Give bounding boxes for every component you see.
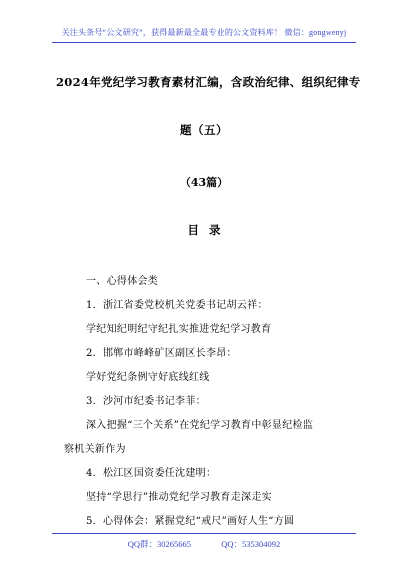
page-footer <box>0 538 408 550</box>
toc-item-author: 5．心得体会：紧握党纪“戒尺”画好人生“方圆 <box>86 516 295 527</box>
toc-heading: 目录 <box>187 223 231 237</box>
document-title-line-2: 题（五） <box>180 123 228 137</box>
toc-item-title: 学好党纪条例守好底线红线 <box>86 372 210 383</box>
toc-item-title: 学纪知纪明纪守纪扎实推进党纪学习教育 <box>86 324 272 335</box>
toc-item-author: 3．沙河市纪委书记李菲： <box>86 396 206 407</box>
header-rule <box>52 42 356 43</box>
toc-item-title: 深入把握“三个关系”在党纪学习教育中彰显纪检监 <box>86 420 314 431</box>
toc-section-heading: 一、心得体会类 <box>86 276 159 287</box>
toc-item-title-continued: 察机关新作为 <box>64 444 126 455</box>
toc-item-author: 2．邯郸市峰峰矿区副区长李昂： <box>86 348 237 359</box>
article-count: （43篇） <box>179 176 229 189</box>
footer-rule <box>52 533 356 534</box>
toc-item-title: 坚持“学思行”推动党纪学习教育走深走实 <box>86 492 272 503</box>
page-header: 关注头条号“公文研究”，获得最新最全最专业的公文资料库！ 微信：gongwenyj <box>61 28 347 37</box>
footer-qq-contact: QQ：535304092 <box>221 539 281 549</box>
document-title-line-1: 2024年党纪学习教育素材汇编，含政治纪律、组织纪律专 <box>56 75 361 89</box>
toc-item-author: 1．浙江省委党校机关党委书记胡云祥： <box>86 300 268 311</box>
footer-qq-group: QQ群：30265665 <box>127 539 192 549</box>
toc-item-author: 4．松江区国资委任沈建明： <box>86 468 217 479</box>
